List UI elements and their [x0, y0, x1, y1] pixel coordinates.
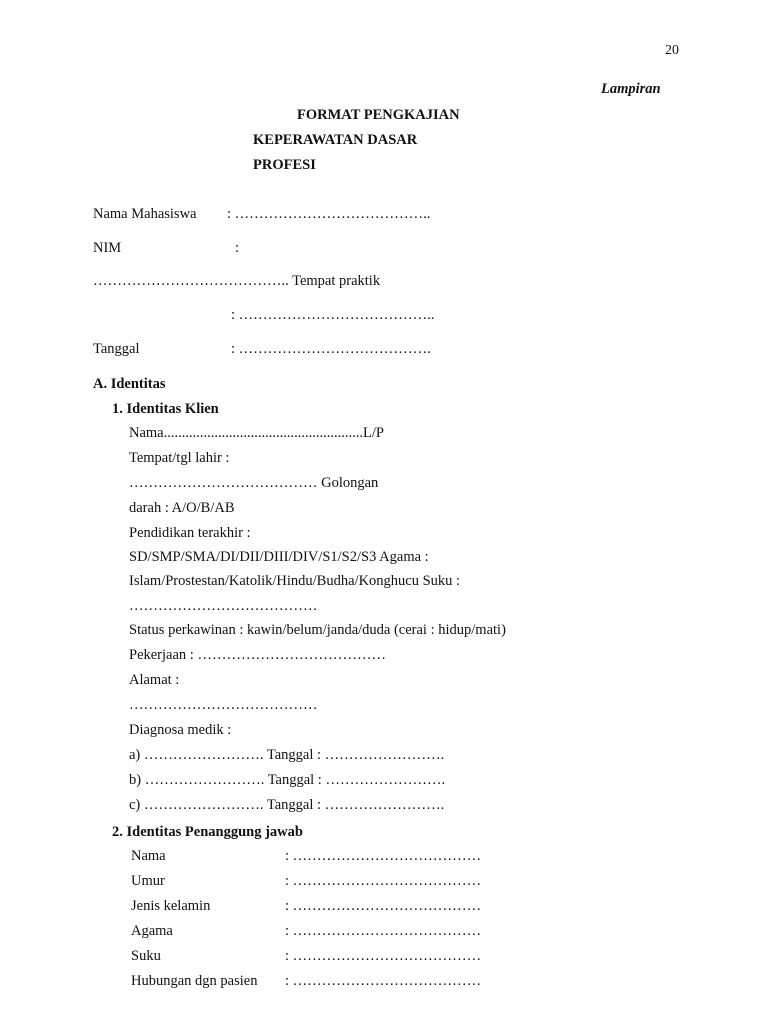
nama-mahasiswa-label: Nama Mahasiswa [93, 206, 197, 222]
klien-line: c) ……………………. Tanggal : ……………………. [129, 797, 445, 813]
nim-label: NIM [93, 240, 122, 256]
title-line-2: KEPERAWATAN DASAR [253, 132, 418, 148]
klien-line: a) ……………………. Tanggal : ……………………. [129, 747, 445, 763]
pj-label-jenis-kelamin: Jenis kelamin [131, 898, 211, 914]
appendix-label: Lampiran [601, 81, 661, 97]
page-number: 20 [665, 43, 679, 58]
pj-label-agama: Agama [131, 923, 173, 939]
klien-line: Alamat : [129, 672, 180, 688]
pj-label-umur: Umur [131, 873, 165, 889]
pj-value-nama: : ………………………………… [285, 848, 482, 864]
section-a-heading: A. Identitas [93, 376, 166, 392]
title-line-3: PROFESI [253, 157, 316, 173]
klien-line: b) ……………………. Tanggal : ……………………. [129, 772, 446, 788]
pj-value-agama: : ………………………………… [285, 923, 482, 939]
klien-line: darah : A/O/B/AB [129, 500, 235, 516]
nim-colon: : [235, 240, 240, 256]
title-line-1: FORMAT PENGKAJIAN [297, 107, 460, 123]
klien-line: ………………………………… [129, 598, 318, 614]
nim-dots-tempat-praktik: ………………………………….. Tempat praktik [93, 273, 381, 289]
pj-value-jenis-kelamin: : ………………………………… [285, 898, 482, 914]
identitas-klien-heading: 1. Identitas Klien [112, 401, 219, 417]
tanggal-label: Tanggal [93, 341, 140, 357]
klien-line: SD/SMP/SMA/DI/DII/DIII/DIV/S1/S2/S3 Agama : [129, 549, 429, 565]
identitas-penanggung-jawab-heading: 2. Identitas Penanggung jawab [112, 824, 303, 840]
klien-line: Pekerjaan : ………………………………… [129, 647, 386, 663]
pj-label-hubungan: Hubungan dgn pasien [131, 973, 258, 989]
klien-line: Islam/Prostestan/Katolik/Hindu/Budha/Konghucu Suku : [129, 573, 461, 589]
pj-value-hubungan: : ………………………………… [285, 973, 482, 989]
klien-line: Status perkawinan : kawin/belum/janda/duda (cerai : hidup/mati) [129, 622, 506, 638]
klien-line: ………………………………… [129, 697, 318, 713]
tempat-praktik-value: : ………………………………….. [231, 307, 435, 323]
klien-line: Pendidikan terakhir : [129, 525, 251, 541]
pj-label-suku: Suku [131, 948, 161, 964]
tanggal-value: : …………………………………. [231, 341, 431, 357]
klien-line: ………………………………… Golongan [129, 475, 379, 491]
pj-value-suku: : ………………………………… [285, 948, 482, 964]
klien-line: Nama.......................................................L/P [129, 425, 384, 441]
nama-mahasiswa-value: : ………………………………….. [227, 206, 431, 222]
klien-line: Tempat/tgl lahir : [129, 450, 230, 466]
pj-value-umur: : ………………………………… [285, 873, 482, 889]
pj-label-nama: Nama [131, 848, 166, 864]
klien-line: Diagnosa medik : [129, 722, 232, 738]
